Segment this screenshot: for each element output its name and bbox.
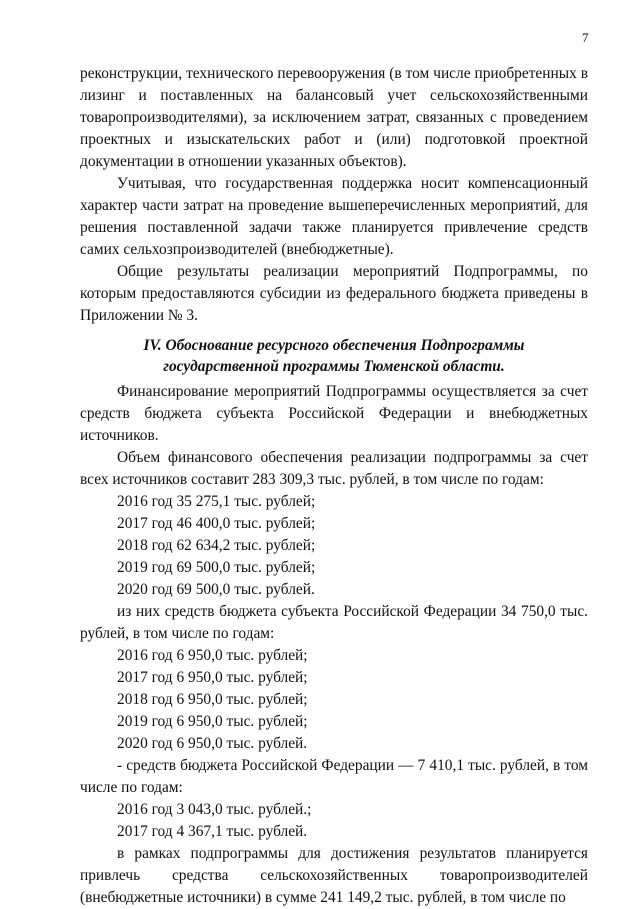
total-year-item: 2018 год 62 634,2 тыс. рублей; (117, 537, 316, 554)
section-heading-line-1: IV. Обоснование ресурсного обеспечения Подпрограммы (143, 337, 525, 354)
section-heading-line-2: государственной программы Тюменской области. (163, 358, 505, 375)
paragraph-reconstruction: реконструкции, технического перевооружения (в том числе приобретенных в лизинг и поставленных на балансовый учет сельскохозяйственными товаропроизводителями), за исключением затрат, связанных с проведением проектных и изыскательских работ и (или) подготовкой проектной документации в отношении указанных объектов). (80, 65, 588, 170)
paragraph-extrabudgetary: в рамках подпрограммы для достижения результатов планируется привлечь средства сельскохозяйственных товаропроизводителей (внебюджетные источники) в сумме 241 149,2 тыс. рублей, в том числе по (80, 845, 588, 906)
paragraph-financing: Финансирование мероприятий Подпрограммы осуществляется за счет средств бюджета субъекта Российской Федерации и внебюджетных источников. (80, 383, 588, 444)
document-body (80, 63, 588, 909)
total-year-item: 2017 год 46 400,0 тыс. рублей; (117, 515, 316, 532)
federal-year-item: 2017 год 4 367,1 тыс. рублей. (117, 823, 308, 840)
paragraph-total: Объем финансового обеспечения реализации подпрограммы за счет всех источников составит 283 309,3 тыс. рублей, в том числе по годам: (80, 449, 588, 488)
total-year-item: 2016 год 35 275,1 тыс. рублей; (117, 493, 316, 510)
total-year-item: 2019 год 69 500,0 тыс. рублей; (117, 559, 316, 576)
paragraph-subject-budget: из них средств бюджета субъекта Российской Федерации 34 750,0 тыс. рублей, в том числе по годам: (80, 603, 588, 642)
subject-year-item: 2020 год 6 950,0 тыс. рублей. (117, 735, 308, 752)
page-number: 7 (582, 30, 589, 45)
subject-year-item: 2016 год 6 950,0 тыс. рублей; (117, 647, 308, 664)
federal-year-item: 2016 год 3 043,0 тыс. рублей.; (117, 801, 312, 818)
paragraph-federal-budget: - средств бюджета Российской Федерации — 7 410,1 тыс. рублей, в том числе по годам: (80, 757, 588, 796)
subject-year-item: 2017 год 6 950,0 тыс. рублей; (117, 669, 308, 686)
subject-year-item: 2018 год 6 950,0 тыс. рублей; (117, 691, 308, 708)
paragraph-results: Общие результаты реализации мероприятий Подпрограммы, по которым предоставляются субсидии из федерального бюджета приведены в Приложении № 3. (80, 263, 588, 324)
total-year-item: 2020 год 69 500,0 тыс. рублей. (117, 581, 315, 598)
subject-year-item: 2019 год 6 950,0 тыс. рублей; (117, 713, 308, 730)
paragraph-support: Учитывая, что государственная поддержка носит компенсационный характер части затрат на проведение вышеперечисленных мероприятий, для решения поставленной задачи также планируется привлечение средств самих сельхозпроизводителей (внебюджетные). (80, 175, 588, 258)
section-heading (80, 335, 588, 377)
